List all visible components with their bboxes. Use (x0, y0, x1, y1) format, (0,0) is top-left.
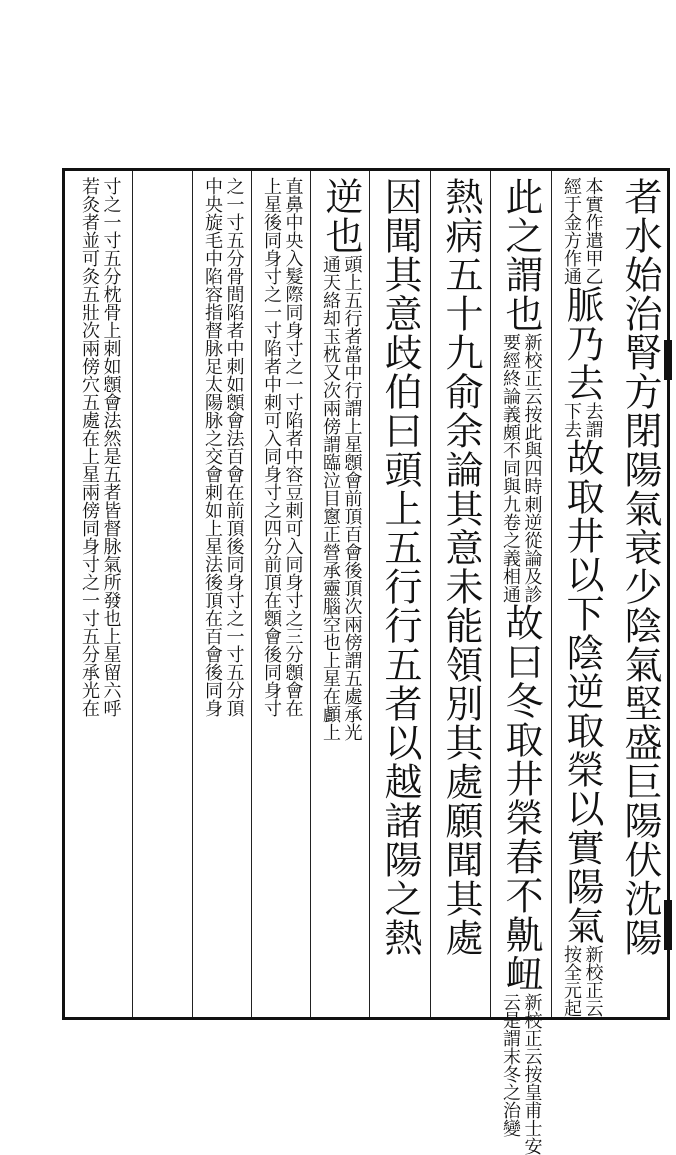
main-text: 熱病五十九俞余論其意未能領別其處願聞其處 (439, 177, 483, 957)
main-text: 者水始治腎方閉陽氣衰少陰氣堅盛巨陽伏沈陽 (618, 177, 662, 957)
column-flow (378, 177, 422, 1011)
text-column (613, 177, 667, 1011)
commentary-line: 中央旋毛中陷容指督脉足太陽脉之交會刺如上星法後頂在百會後同身 (202, 177, 223, 717)
text-column (432, 177, 490, 1011)
column-rule (490, 171, 491, 1017)
column-flow (499, 177, 543, 1155)
text-column (553, 177, 611, 1017)
text-column (194, 177, 252, 1011)
text-column (492, 177, 550, 1155)
text-column (69, 177, 131, 1011)
text-column (312, 177, 370, 1011)
commentary-line: 新校正云按此與四時刺逆從論及診 (521, 333, 543, 603)
commentary-line: 按全元起 (561, 945, 582, 1017)
commentary-note (562, 402, 603, 438)
edge-mark (664, 900, 672, 950)
commentary-line: 本實作遣甲乙 (582, 177, 604, 285)
commentary-note (562, 177, 603, 285)
column-flow (321, 177, 362, 1011)
commentary-line: 直鼻中央入髮際同身寸之一寸陷者中容豆刺可入同身寸之三分顖會在 (282, 177, 304, 717)
commentary-line: 去謂 (582, 402, 604, 438)
commentary-note (203, 177, 244, 717)
edge-mark (664, 340, 672, 380)
text-column (371, 177, 429, 1011)
column-flow (439, 177, 483, 1011)
commentary-line: 之一寸五分骨間陷者中刺如顖會法百會在前頂後同身寸之一寸五分頂 (223, 177, 245, 717)
column-rule (192, 171, 193, 1017)
commentary-line: 通天絡却玉枕又次兩傍謂臨泣目窻正營承靈腦空也上星在顱上 (320, 255, 341, 741)
main-text: 因聞其意歧伯曰頭上五行行五者以越諸陽之熱 (378, 177, 422, 957)
commentary-line: 新校正云按皇甫士安 (521, 993, 543, 1155)
commentary-line: 云是謂末冬之治變 (500, 993, 521, 1137)
commentary-line: 上星後同身寸之一寸陷者中刺可入同身寸之四分前頂在顖會後同身寸 (261, 177, 282, 717)
main-text: 脈乃去 (560, 285, 604, 402)
column-flow (262, 177, 303, 1011)
commentary-line: 要經終論義頗不同與九卷之義相通 (500, 333, 521, 603)
column-flow (618, 177, 662, 1011)
commentary-line: 經于金方作通 (561, 177, 582, 285)
column-rule (430, 171, 431, 1017)
commentary-line: 頭上五行者當中行謂上星顖會前頂百會後頂次兩傍謂五處承光 (341, 255, 363, 741)
main-text: 逆也 (319, 177, 363, 255)
main-text: 故曰冬取井榮春不鼽衄 (499, 603, 543, 993)
commentary-line: 新校正云 (582, 945, 604, 1017)
text-frame (62, 168, 670, 1155)
column-rule (551, 171, 552, 1017)
commentary-note (262, 177, 303, 717)
commentary-note (501, 333, 542, 603)
column-flow (80, 177, 121, 1011)
column-flow (560, 177, 604, 1017)
commentary-line: 下去 (561, 402, 582, 438)
commentary-line: 寸之一寸五分枕骨上刺如顖會法然是五者皆督脉氣所發也上星留六呼 (100, 177, 122, 717)
commentary-note (562, 945, 603, 1017)
commentary-line: 若灸者並可灸五壯次兩傍穴五處在上星兩傍同身寸之一寸五分承光在 (79, 177, 100, 717)
text-column (253, 177, 311, 1011)
commentary-note (80, 177, 121, 717)
commentary-note (321, 255, 362, 741)
column-flow (203, 177, 244, 1011)
main-text: 此之謂也 (499, 177, 543, 333)
commentary-note (501, 993, 542, 1155)
column-rule (132, 171, 133, 1017)
main-text: 故取井以下陰逆取榮以實陽氣 (560, 438, 604, 945)
